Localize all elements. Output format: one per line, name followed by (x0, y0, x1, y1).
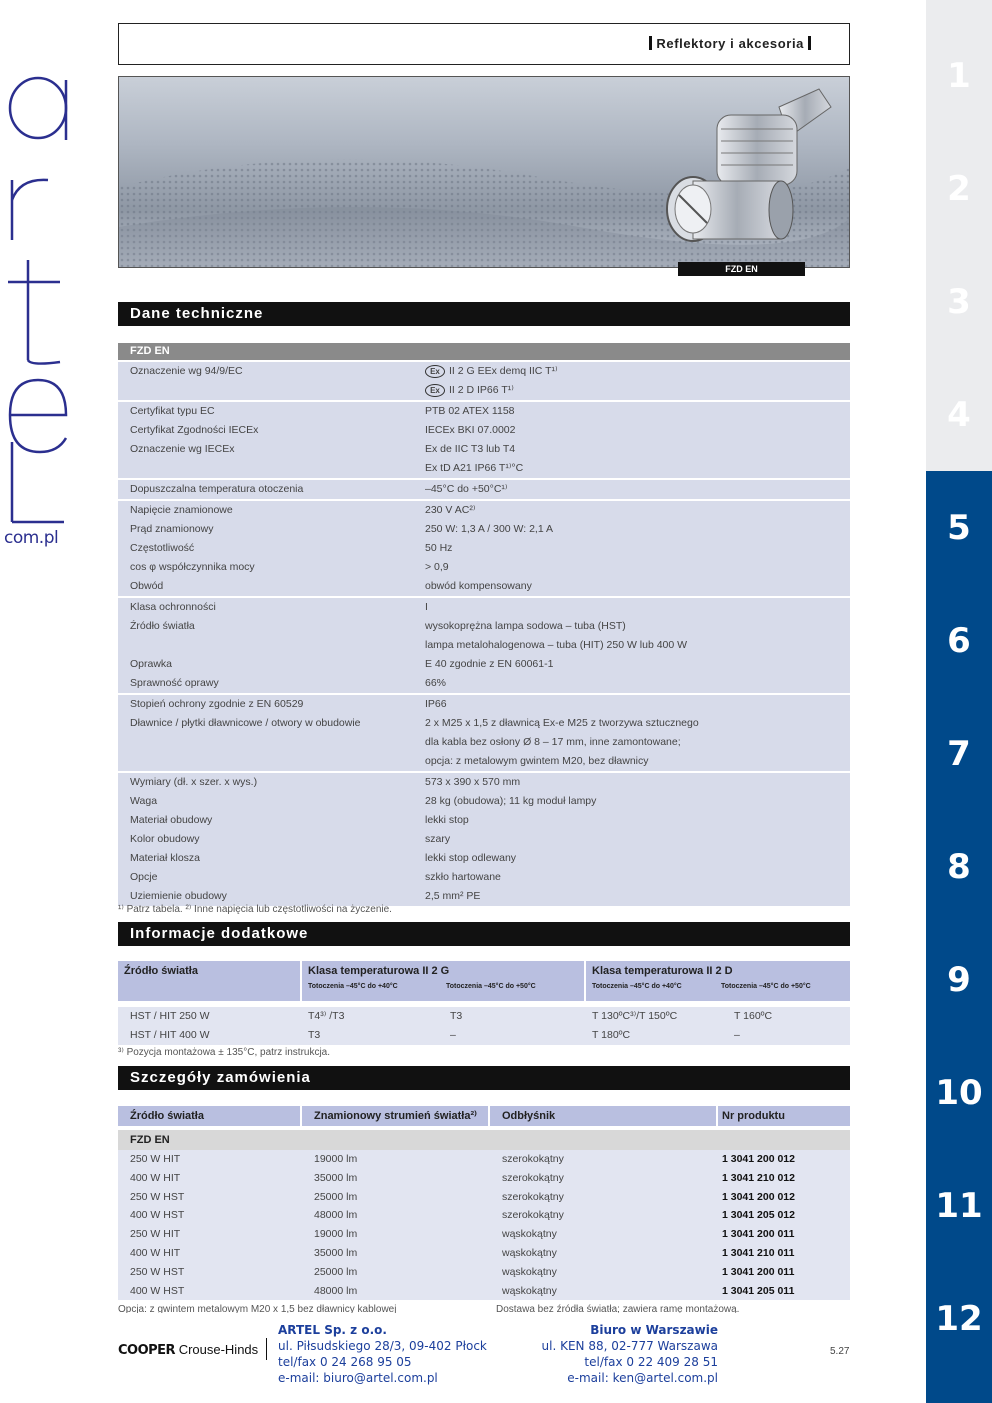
tech-table (118, 343, 850, 906)
info-cell: T3 (450, 1010, 463, 1022)
tech-key: Certyfikat typu EC (130, 405, 215, 417)
order-cell: wąskokątny (502, 1284, 557, 1297)
order-cell: 400 W HST (130, 1209, 185, 1222)
order-row (118, 1206, 850, 1225)
tech-value: szary (425, 833, 451, 845)
info-cell: – (734, 1029, 740, 1041)
tech-key: Materiał klosza (130, 852, 201, 864)
order-cell: 19000 lm (314, 1228, 358, 1241)
tech-key: Dławnice / płytki dławnicowe / otwory w obudowie (130, 717, 361, 729)
tech-value: 2,5 mm² PE (425, 890, 481, 902)
info-col-source: Źródło światła (118, 961, 302, 1001)
tech-key: Materiał obudowy (130, 814, 213, 826)
order-cell: 25000 lm (314, 1265, 358, 1278)
chapter-tab-3[interactable]: 3 (926, 245, 992, 358)
tech-value: szkło hartowane (425, 871, 501, 883)
tech-key: Stopień ochrony zgodnie z EN 60529 (130, 698, 304, 710)
tech-key (118, 636, 425, 655)
tech-key: Obwód (130, 580, 164, 592)
product-label: FZD EN (678, 262, 805, 276)
address-plock: ARTEL Sp. z o.o. ul. Piłsudskiego 28/3, 09-402 Płock tel/fax 0 24 268 95 05 e-mail: biuro@artel.com.pl (278, 1323, 487, 1385)
tech-value: > 0,9 (425, 561, 449, 573)
info-cell: T 130ºC³⁾/T 150ºC (592, 1010, 678, 1022)
chapter-tab-11[interactable]: 11 (926, 1149, 992, 1262)
tech-key: Sprawność oprawy (130, 677, 219, 689)
tech-key: Oprawka (130, 658, 173, 670)
tech-row (118, 752, 850, 771)
tech-key: Prąd znamionowy (130, 523, 214, 535)
tech-key: Oznaczenie wg 94/9/EC (130, 365, 243, 377)
info-cell: – (450, 1029, 456, 1041)
order-cell: 35000 lm (314, 1246, 358, 1259)
tech-key: Opcje (130, 871, 158, 883)
tech-row (118, 733, 850, 752)
order-row (118, 1169, 850, 1188)
tech-value: 573 x 390 x 570 mm (425, 776, 521, 788)
chapter-tab-5[interactable]: 5 (926, 471, 992, 584)
artel-logo (0, 60, 80, 560)
tech-value: Ex tD A21 IP66 T¹⁾°C (425, 462, 524, 474)
tech-group (118, 596, 850, 693)
tech-footnote: ¹⁾ Patrz tabela. ²⁾ Inne napięcia lub częstotliwości na życzenie. (118, 904, 392, 915)
tech-key: Klasa ochronności (130, 601, 216, 613)
info-cell: HST / HIT 400 W (130, 1029, 210, 1041)
chapter-tab-4[interactable]: 4 (926, 358, 992, 471)
order-cell: 400 W HIT (130, 1246, 181, 1259)
product-number: 1 3041 205 011 (722, 1284, 795, 1297)
tab-filler (926, 1375, 992, 1403)
info-col-2d: Klasa temperaturowa II 2 D Totoczenia –45°C do +40°C Totoczenia –45°C do +50°C (592, 965, 811, 990)
tech-value: 2 x M25 x 1,5 z dławnicą Ex-e M25 z tworzywa sztucznego (425, 717, 699, 729)
info-table (118, 961, 850, 1045)
tech-row (118, 655, 850, 674)
order-cell: szerokokątny (502, 1171, 564, 1184)
tech-group (118, 771, 850, 906)
order-table-header: Źródło światła Znamionowy strumień światła²⁾ Odbłyśnik Nr produktu (118, 1106, 850, 1126)
order-cell: szerokokątny (502, 1209, 564, 1222)
tech-row (118, 558, 850, 577)
tech-group (118, 360, 850, 400)
tech-row (118, 421, 850, 440)
product-number: 1 3041 200 011 (722, 1265, 795, 1278)
order-cell: 250 W HST (130, 1190, 185, 1203)
tech-row (118, 849, 850, 868)
chapter-tabs (926, 0, 992, 1403)
order-table (118, 1106, 850, 1300)
section-order-title: Szczegóły zamówienia (118, 1066, 850, 1090)
order-cell: 250 W HST (130, 1265, 185, 1278)
tech-row (118, 440, 850, 459)
tech-key (118, 381, 425, 400)
order-cell: 48000 lm (314, 1284, 358, 1297)
info-col-2g: Klasa temperaturowa II 2 G Totoczenia –45°C do +40°C Totoczenia –45°C do +50°C (302, 961, 586, 1001)
product-number: 1 3041 205 012 (722, 1209, 795, 1222)
order-cell: 48000 lm (314, 1209, 358, 1222)
product-number: 1 3041 210 011 (722, 1246, 795, 1259)
cooper-logo: COOPER Crouse-Hinds (118, 1342, 259, 1358)
chapter-tab-10[interactable]: 10 (926, 1036, 992, 1149)
order-cell: wąskokątny (502, 1228, 557, 1241)
tech-row (118, 868, 850, 887)
chapter-tab-8[interactable]: 8 (926, 810, 992, 923)
tech-row (118, 811, 850, 830)
tech-value: dla kabla bez osłony Ø 8 – 17 mm, inne zamontowane; (425, 736, 681, 748)
info-cell: HST / HIT 250 W (130, 1010, 210, 1022)
order-cell: 19000 lm (314, 1153, 358, 1165)
divider-bar (649, 36, 652, 50)
tech-row (118, 539, 850, 558)
tech-value: 50 Hz (425, 542, 453, 554)
tech-key (118, 752, 425, 771)
tech-row (118, 362, 850, 381)
order-cell: 35000 lm (314, 1171, 358, 1184)
tech-row (118, 714, 850, 733)
page-number: 5.27 (830, 1346, 850, 1357)
order-row (118, 1225, 850, 1244)
chapter-tab-7[interactable]: 7 (926, 697, 992, 810)
tech-row (118, 501, 850, 520)
info-cell: T4³⁾ /T3 (308, 1010, 345, 1022)
header-box (118, 23, 850, 65)
tech-key: Napięcie znamionowe (130, 504, 233, 516)
section-info-title: Informacje dodatkowe (118, 922, 850, 946)
tech-key: Certyfikat Zgodności IECEx (130, 424, 259, 436)
tech-row (118, 381, 850, 400)
tech-value: PTB 02 ATEX 1158 (425, 405, 515, 417)
order-cell: wąskokątny (502, 1265, 557, 1278)
info-table-header (118, 961, 850, 1001)
header-title: Reflektory i akcesoria (645, 36, 815, 51)
order-cell: szerokokątny (502, 1190, 564, 1203)
order-cell: 400 W HST (130, 1284, 185, 1297)
chapter-tab-6[interactable]: 6 (926, 584, 992, 697)
tech-row (118, 459, 850, 478)
tech-group (118, 400, 850, 478)
tech-value: lampa metalohalogenowa – tuba (HIT) 250 W lub 400 W (425, 639, 688, 651)
product-number: 1 3041 200 012 (722, 1153, 795, 1165)
order-group-label: FZD EN (118, 1130, 850, 1150)
order-cell: 400 W HIT (130, 1171, 181, 1184)
tech-value: 230 V AC²⁾ (425, 504, 476, 516)
address-warszawa: Biuro w Warszawie ul. KEN 88, 02-777 Warszawa tel/fax 0 22 409 28 51 e-mail: ken@artel.com.pl (520, 1322, 718, 1386)
tech-value: 66% (425, 677, 447, 689)
tab-filler (926, 0, 992, 19)
tech-row (118, 674, 850, 693)
tech-table-header: FZD EN (118, 343, 850, 360)
tech-group (118, 478, 850, 499)
tech-row (118, 830, 850, 849)
ex-mark-icon: Ex (425, 365, 445, 378)
info-cell: T3 (308, 1029, 321, 1041)
tech-row (118, 577, 850, 596)
tech-key: Źródło światła (130, 620, 195, 632)
tech-key: Waga (130, 795, 158, 807)
chapter-tab-9[interactable]: 9 (926, 923, 992, 1036)
tech-row (118, 402, 850, 421)
tech-row (118, 695, 850, 714)
tech-row (118, 617, 850, 636)
tech-row (118, 773, 850, 792)
tech-key: Dopuszczalna temperatura otoczenia (130, 483, 304, 495)
email-warszawa[interactable]: e-mail: ken@artel.com.pl (567, 1371, 718, 1385)
chapter-tab-1[interactable]: 1 (926, 19, 992, 132)
tech-value: IP66 (425, 698, 447, 710)
tech-group (118, 693, 850, 771)
tech-row (118, 520, 850, 539)
email-plock[interactable]: e-mail: biuro@artel.com.pl (278, 1371, 438, 1385)
tech-value: –45°C do +50°C¹⁾ (425, 483, 508, 495)
order-row (118, 1188, 850, 1207)
tech-key (118, 459, 425, 478)
tech-key: Częstotliwość (130, 542, 195, 554)
tech-value: lekki stop (425, 814, 469, 826)
tech-value: I (425, 601, 428, 613)
info-row (118, 1007, 850, 1026)
order-cell: 250 W HIT (130, 1153, 181, 1165)
tech-key: Kolor obudowy (130, 833, 200, 845)
floodlight-image (119, 77, 850, 268)
tech-key: cos φ współczynnika mocy (130, 561, 255, 573)
ex-mark-icon: Ex (425, 384, 445, 397)
tech-value: wysokoprężna lampa sodowa – tuba (HST) (425, 620, 626, 632)
tech-row (118, 792, 850, 811)
product-number: 1 3041 200 011 (722, 1228, 795, 1241)
tech-value: 250 W: 1,3 A / 300 W: 2,1 A (425, 523, 554, 535)
product-number: 1 3041 200 012 (722, 1190, 795, 1203)
tech-key (118, 733, 425, 752)
logo-domain: com.pl (4, 528, 59, 548)
order-note-left: Opcja: z gwintem metalowym M20 x 1,5 bez dławnicy kablowej (118, 1304, 397, 1313)
footer-divider (266, 1338, 267, 1360)
chapter-tab-12[interactable]: 12 (926, 1262, 992, 1375)
order-cell: wąskokątny (502, 1246, 557, 1259)
tech-value: Ex II 2 G EEx demq IIC T¹⁾ (425, 362, 850, 381)
order-row (118, 1244, 850, 1263)
tech-key: Wymiary (dł. x szer. x wys.) (130, 776, 258, 788)
tech-value: lekki stop odlewany (425, 852, 517, 864)
order-cell: szerokokątny (502, 1153, 564, 1165)
order-row (118, 1263, 850, 1282)
divider-bar (808, 36, 811, 50)
order-cell: 25000 lm (314, 1190, 358, 1203)
tech-value: Ex II 2 D IP66 T¹⁾ (425, 381, 850, 400)
order-note-right: Dostawa bez źródła światła; zawiera ramę montażową. (496, 1304, 740, 1313)
tech-value: Ex de IIC T3 lub T4 (425, 443, 516, 455)
tech-key: Uziemienie obudowy (130, 890, 227, 902)
tech-row (118, 636, 850, 655)
tech-value: opcja: z metalowym gwintem M20, bez dławnicy (425, 755, 649, 767)
artel-wordmark-icon (0, 60, 80, 530)
tech-value: 28 kg (obudowa); 11 kg moduł lampy (425, 795, 597, 807)
order-cell: 250 W HIT (130, 1228, 181, 1241)
info-row (118, 1026, 850, 1045)
info-cell: T 180ºC (592, 1029, 631, 1041)
order-row (118, 1150, 850, 1169)
chapter-tab-2[interactable]: 2 (926, 132, 992, 245)
tech-value: obwód kompensowany (425, 580, 532, 592)
tech-key: Oznaczenie wg IECEx (130, 443, 235, 455)
info-footnote: ³⁾ Pozycja montażowa ± 135°C, patrz instrukcja. (118, 1047, 331, 1058)
tech-value: IECEx BKI 07.0002 (425, 424, 516, 436)
tech-value: E 40 zgodnie z EN 60061-1 (425, 658, 554, 670)
tech-group (118, 499, 850, 596)
section-tech-title: Dane techniczne (118, 302, 850, 326)
product-banner (118, 76, 850, 268)
product-number: 1 3041 210 012 (722, 1171, 795, 1184)
tech-row (118, 480, 850, 499)
tech-row (118, 598, 850, 617)
info-cell: T 160ºC (734, 1010, 773, 1022)
order-row (118, 1282, 850, 1301)
